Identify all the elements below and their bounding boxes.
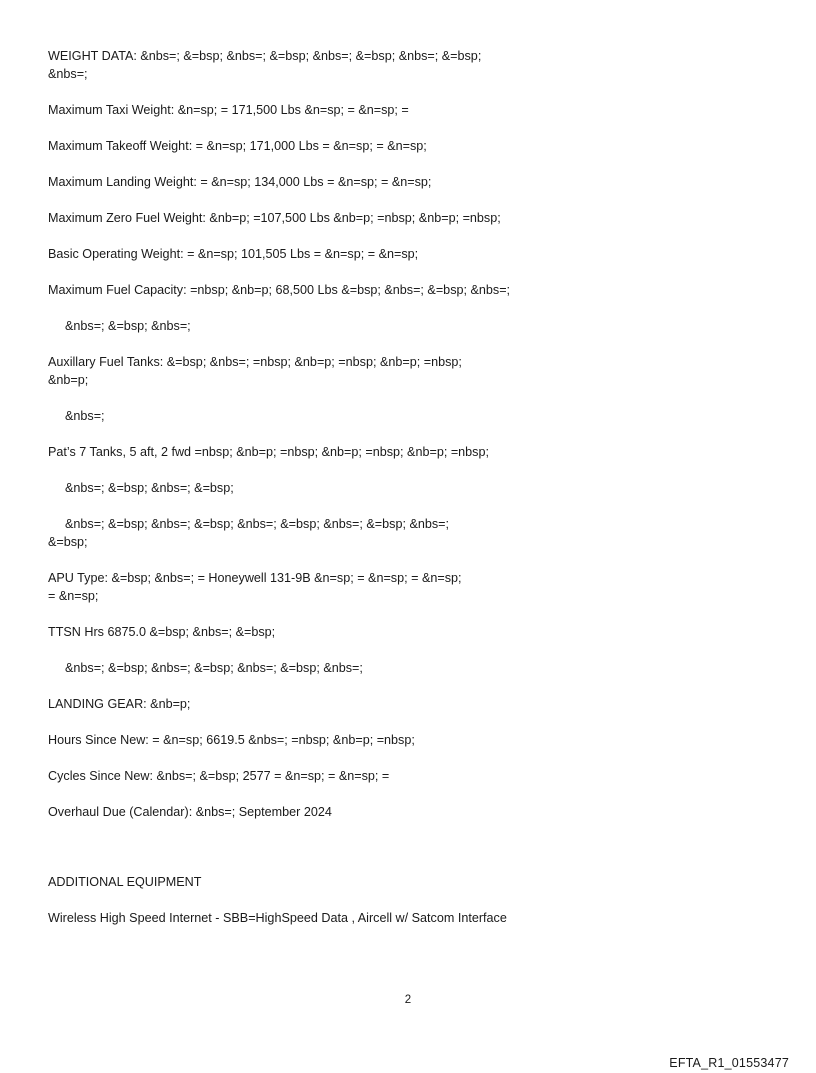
auxiliary-fuel-tanks: Auxillary Fuel Tanks: &=bsp; &nbs=; =nbsp; &nb=p; =nbsp; &nb=p; =nbsp; [48, 355, 462, 369]
max-taxi-weight: Maximum Taxi Weight: &n=sp; = 171,500 Lbs &n=sp; = &n=sp; = [48, 103, 409, 117]
apu-blank-row: &nbs=; &=bsp; &nbs=; &=bsp; &nbs=; &=bsp; &nbs=; [65, 661, 363, 675]
pats-tanks: Pat’s 7 Tanks, 5 aft, 2 fwd =nbsp; &nb=p; =nbsp; &nb=p; =nbsp; &nb=p; =nbsp; [48, 445, 489, 459]
apu-ttsn: TTSN Hrs 6875.0 &=bsp; &nbs=; &=bsp; [48, 625, 276, 639]
max-landing-weight: Maximum Landing Weight: = &n=sp; 134,000 Lbs = &n=sp; = &n=sp; [48, 175, 432, 189]
basic-operating-weight: Basic Operating Weight: = &n=sp; 101,505 Lbs = &n=sp; = &n=sp; [48, 247, 419, 261]
page-number: 2 [404, 994, 412, 1006]
apu-type-wrap: = &n=sp; [48, 589, 99, 603]
max-zero-fuel-weight: Maximum Zero Fuel Weight: &nb=p; =107,500 Lbs &nb=p; =nbsp; &nb=p; =nbsp; [48, 211, 501, 225]
auxiliary-continuation: &nbs=; [65, 409, 105, 423]
overhaul-due: Overhaul Due (Calendar): &nbs=; September 2024 [48, 805, 332, 819]
weight-data-heading-wrap: &nbs=; [48, 67, 88, 81]
blank-entity-row: &nbs=; &=bsp; &nbs=; &=bsp; &nbs=; &=bsp; &nbs=; &=bsp; &nbs=; [65, 517, 450, 531]
weight-data-heading: WEIGHT DATA: &nbs=; &=bsp; &nbs=; &=bsp; &nbs=; &=bsp; &nbs=; &=bsp; [48, 49, 482, 63]
additional-equipment-heading: ADDITIONAL EQUIPMENT [48, 875, 202, 889]
auxiliary-fuel-tanks-wrap: &nb=p; [48, 373, 89, 387]
apu-type: APU Type: &=bsp; &nbs=; = Honeywell 131-9B &n=sp; = &n=sp; = &n=sp; [48, 571, 462, 585]
fuel-capacity-continuation: &nbs=; &=bsp; &nbs=; [65, 319, 191, 333]
document-id: EFTA_R1_01553477 [669, 1056, 789, 1070]
wireless-internet-equipment: Wireless High Speed Internet - SBB=HighSpeed Data , Aircell w/ Satcom Interface [48, 911, 507, 925]
hours-since-new: Hours Since New: = &n=sp; 6619.5 &nbs=; =nbsp; &nb=p; =nbsp; [48, 733, 415, 747]
landing-gear-heading: LANDING GEAR: &nb=p; [48, 697, 191, 711]
max-takeoff-weight: Maximum Takeoff Weight: = &n=sp; 171,000 Lbs = &n=sp; = &n=sp; [48, 139, 427, 153]
blank-entity-row-wrap: &=bsp; [48, 535, 88, 549]
pats-tanks-continuation: &nbs=; &=bsp; &nbs=; &=bsp; [65, 481, 234, 495]
max-fuel-capacity: Maximum Fuel Capacity: =nbsp; &nb=p; 68,500 Lbs &=bsp; &nbs=; &=bsp; &nbs=; [48, 283, 511, 297]
cycles-since-new: Cycles Since New: &nbs=; &=bsp; 2577 = &n=sp; = &n=sp; = [48, 769, 390, 783]
